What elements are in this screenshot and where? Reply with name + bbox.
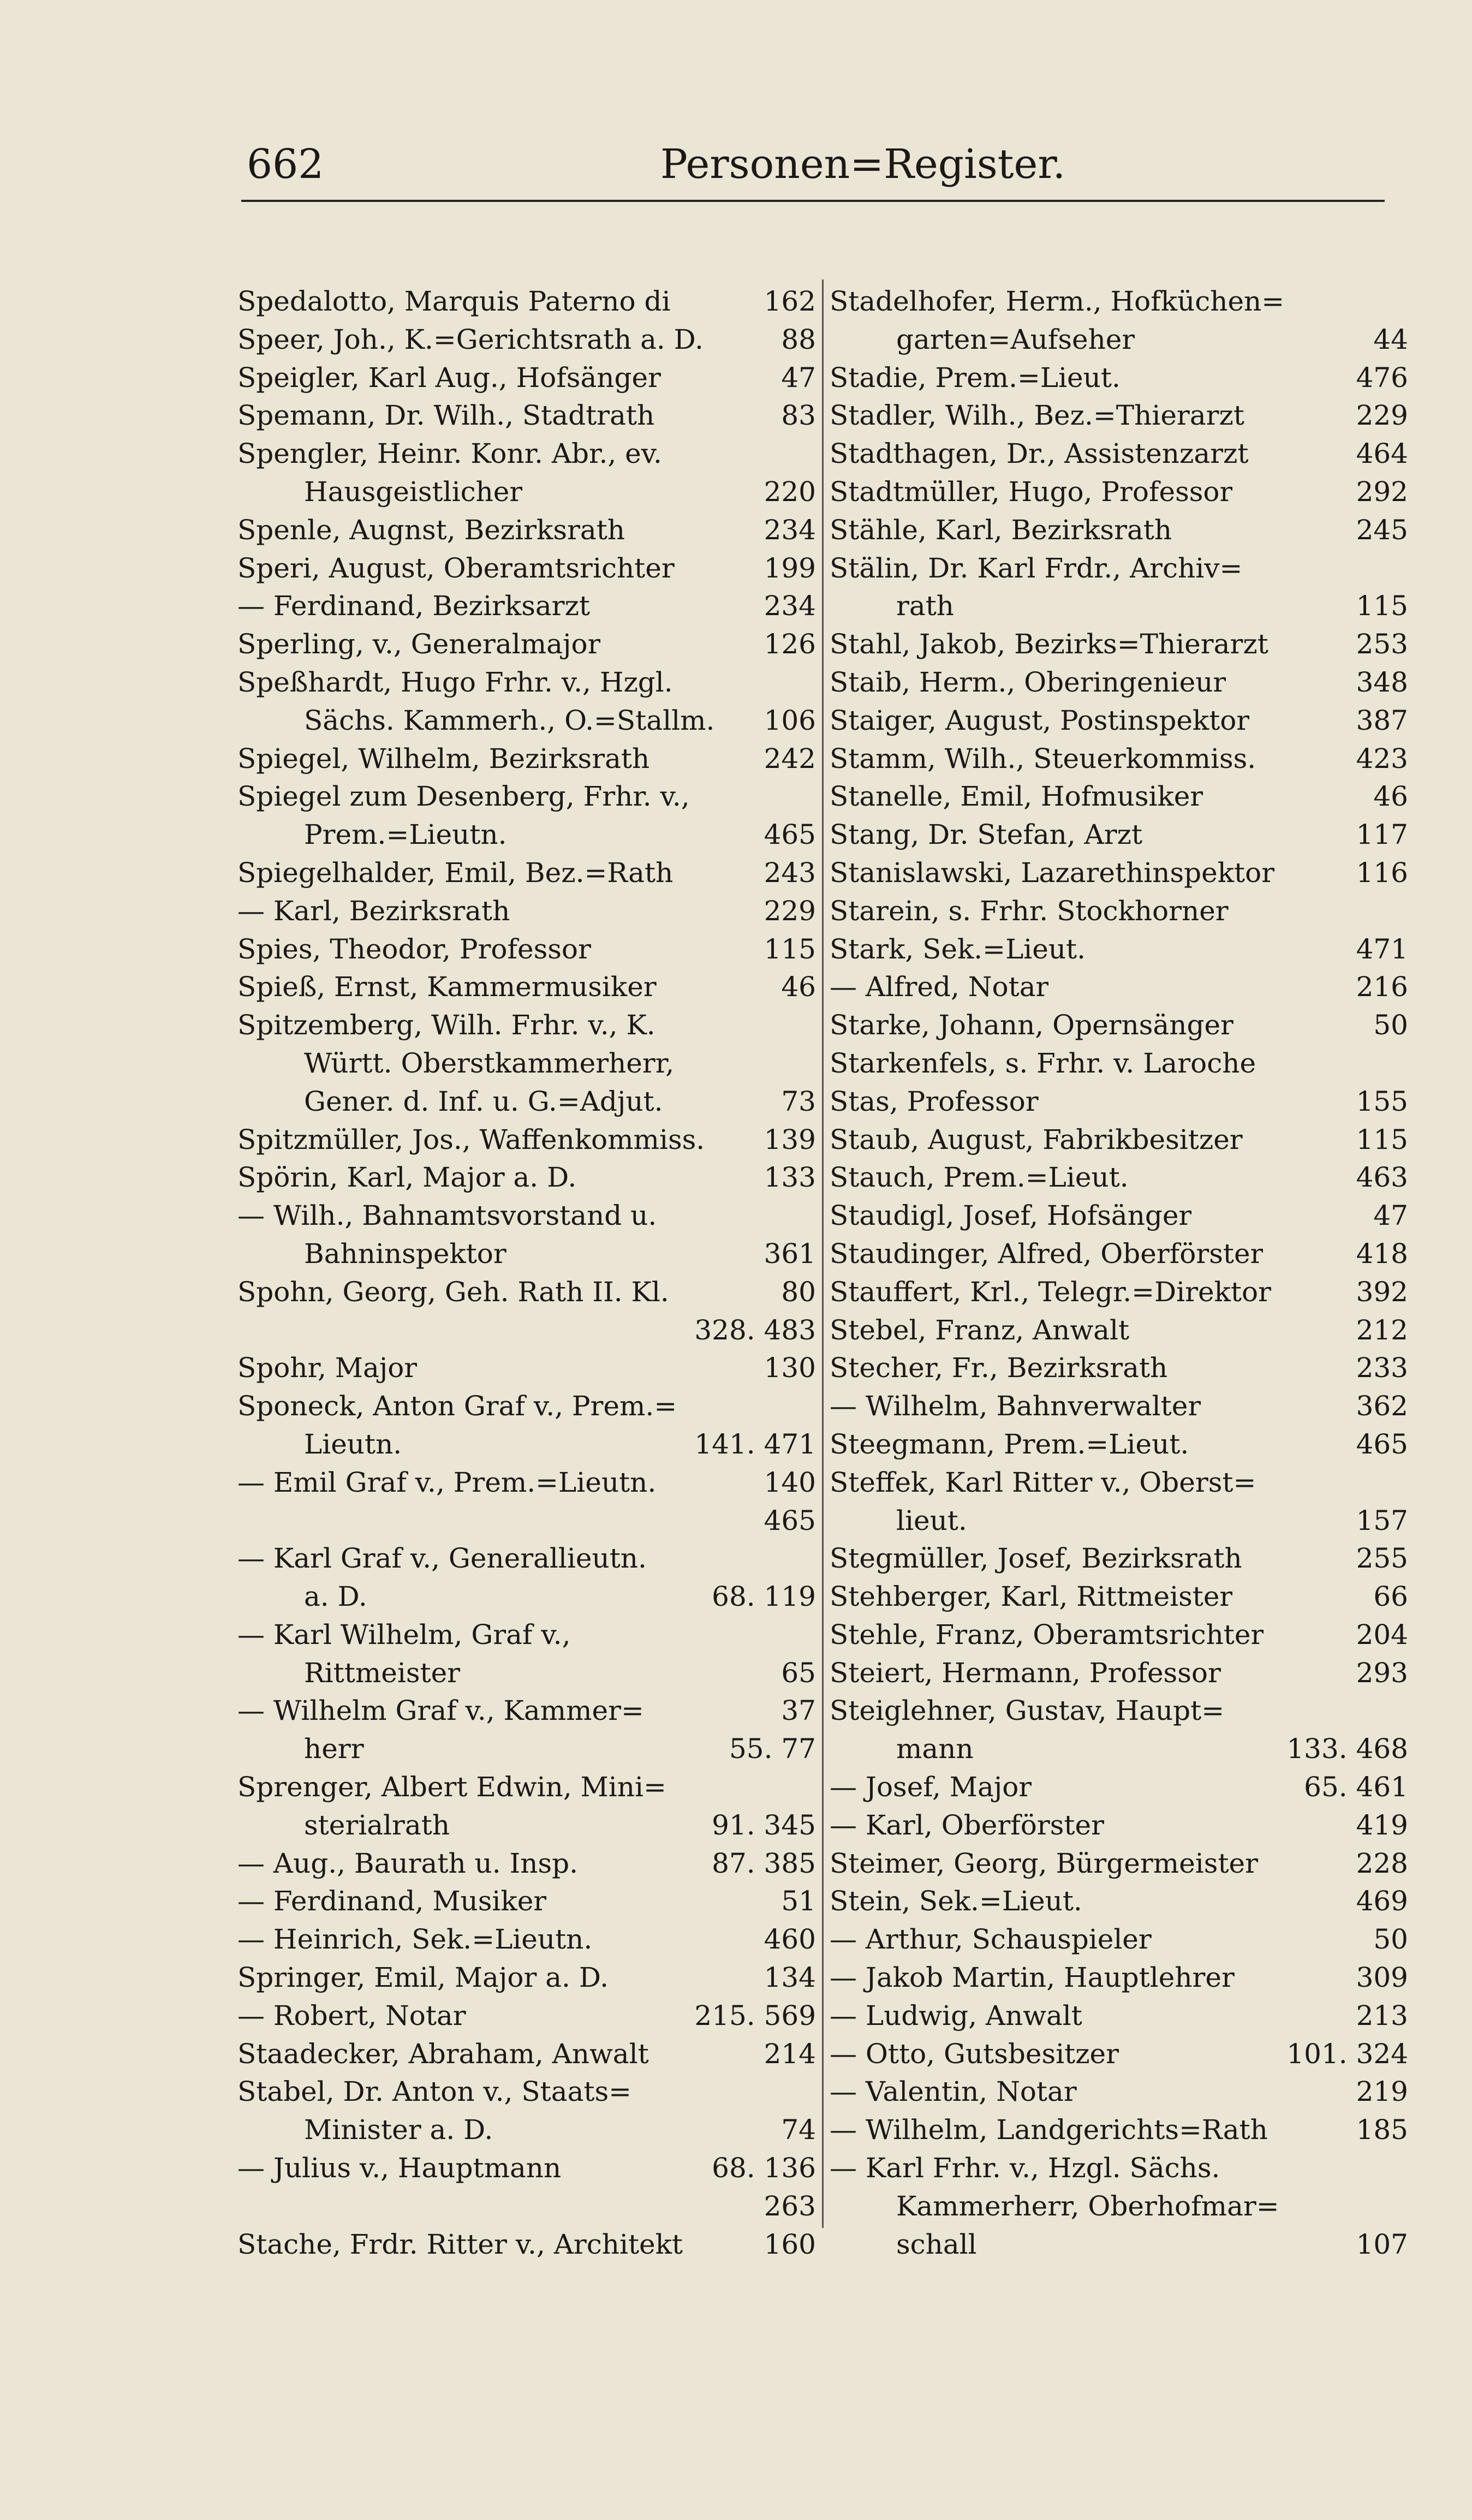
index-entry [237,1730,816,1768]
entry-text: Stamm, Wilh., Steuerkommiss. [830,742,1256,775]
index-entry [830,1807,1408,1845]
index-entry [830,435,1408,473]
entry-text: Spengler, Heinr. Konr. Abr., ev. [237,438,662,470]
entry-text: Spohr, Major [237,1352,418,1384]
entry-page-ref: 133. 468 [1286,1733,1408,1765]
entry-text: Lieutn. [304,1428,402,1460]
entry-text: — Wilhelm Graf v., Kammer= [237,1695,644,1727]
entry-text: Stadelhofer, Herm., Hofküchen= [830,285,1285,317]
index-entry [237,1692,816,1730]
index-entry [830,2149,1408,2188]
entry-text: Minister a. D. [304,2114,493,2146]
entry-text: — Karl Wilhelm, Graf v., [237,1618,571,1651]
entry-page-ref: 220 [764,475,816,508]
index-entry [830,283,1408,321]
entry-text: rath [896,590,955,622]
entry-page-ref: 423 [1356,742,1408,775]
entry-text: Spieß, Ernst, Kammermusiker [237,971,657,1003]
index-entry [830,1730,1408,1768]
index-entry [830,664,1408,702]
index-entry [830,1692,1408,1730]
entry-text: Stauffert, Krl., Telegr.=Direktor [830,1276,1271,1308]
index-entry [237,968,816,1006]
index-entry [830,1654,1408,1693]
index-entry [237,1312,816,1350]
entry-text: — Valentin, Notar [830,2076,1077,2108]
index-entry [830,1235,1408,1273]
index-entry [830,511,1408,550]
entry-text: Staadecker, Abraham, Anwalt [237,2038,649,2070]
entry-page-ref: 44 [1373,323,1408,355]
entry-text: — Karl, Bezirksrath [237,895,510,927]
entry-text: Württ. Oberstkammerherr, [304,1047,675,1079]
entry-page-ref: 116 [1356,856,1408,889]
entry-text: — Wilhelm, Landgerichts=Rath [830,2114,1268,2146]
index-entry [830,1312,1408,1350]
entry-page-ref: 213 [1356,1999,1408,2032]
entry-page-ref: 253 [1356,628,1408,660]
entry-text: Spitzmüller, Jos., Waffenkommiss. [237,1123,705,1155]
entry-text: Stas, Professor [830,1085,1039,1117]
entry-page-ref: 229 [764,895,816,927]
header-rule [241,200,1385,202]
entry-page-ref: 130 [764,1352,816,1384]
entry-text: Staudigl, Josef, Hofsänger [830,1200,1192,1232]
entry-text: Staiger, August, Postinspektor [830,704,1250,736]
entry-page-ref: 126 [764,628,816,660]
entry-text: Stadler, Wilh., Bez.=Thierarzt [830,400,1244,432]
entry-text: Stanislawski, Lazarethinspektor [830,856,1275,889]
entry-text: Stadtmüller, Hugo, Professor [830,475,1233,508]
index-entry [237,740,816,778]
entry-page-ref: 160 [764,2228,816,2260]
index-entry [237,625,816,664]
index-entry [830,2035,1408,2074]
entry-text: Spedalotto, Marquis Paterno di [237,285,671,317]
entry-text: Staudinger, Alfred, Oberförster [830,1237,1264,1270]
entry-page-ref: 293 [1356,1657,1408,1689]
index-entry [830,359,1408,397]
entry-page-ref: 255 [1356,1542,1408,1575]
entry-text: mann [896,1733,974,1765]
entry-text: Steegmann, Prem.=Lieut. [830,1428,1189,1460]
index-entry [237,359,816,397]
entry-page-ref: 83 [781,400,816,432]
entry-text: Hausgeistlicher [304,475,523,508]
index-entry [237,435,816,473]
entry-text: — Aug., Baurath u. Insp. [237,1847,579,1879]
index-entry [237,1349,816,1387]
entry-page-ref: 204 [1356,1618,1408,1651]
entry-page-ref: 292 [1356,475,1408,508]
index-entry [237,1654,816,1693]
index-entry [237,1997,816,2035]
entry-text: Spörin, Karl, Major a. D. [237,1161,577,1194]
index-entry [237,1540,816,1578]
index-entry [237,511,816,550]
entry-text: Sächs. Kammerh., O.=Stallm. [304,704,715,736]
entry-text: — Heinrich, Sek.=Lieutn. [237,1923,593,1956]
entry-text: — Ferdinand, Bezirksarzt [237,590,591,622]
entry-text: Steffek, Karl Ritter v., Oberst= [830,1466,1256,1498]
index-entry [237,854,816,892]
entry-page-ref: 465 [1356,1428,1408,1460]
index-entry [237,1197,816,1235]
index-entry [237,1464,816,1502]
index-entry [830,816,1408,854]
entry-page-ref: 362 [1356,1390,1408,1422]
entry-text: Spiegel zum Desenberg, Frhr. v., [237,781,690,813]
entry-page-ref: 229 [1356,400,1408,432]
index-entry [830,1349,1408,1387]
entry-text: Stauch, Prem.=Lieut. [830,1161,1129,1194]
index-entry [237,931,816,969]
index-entry [830,1006,1408,1045]
entry-page-ref: 133 [764,1161,816,1194]
entry-page-ref: 392 [1356,1276,1408,1308]
index-entry [830,1426,1408,1464]
entry-page-ref: 66 [1373,1581,1408,1613]
index-entry [830,740,1408,778]
entry-page-ref: 74 [781,2114,816,2146]
index-entry [237,892,816,931]
index-entry [237,1921,816,1959]
entry-page-ref: 471 [1356,933,1408,965]
entry-text: Spiegel, Wilhelm, Bezirksrath [237,742,650,775]
index-entry [237,2111,816,2149]
entry-text: Speer, Joh., K.=Gerichtsrath a. D. [237,323,704,355]
entry-text: Stadthagen, Dr., Assistenzarzt [830,438,1249,470]
index-entry [237,1045,816,1083]
entry-text: — Wilhelm, Bahnverwalter [830,1390,1201,1422]
entry-text: — Karl, Oberförster [830,1809,1104,1841]
index-entry [237,1426,816,1464]
entry-page-ref: 46 [1373,781,1408,813]
entry-page-ref: 115 [1356,590,1408,622]
entry-text: Stanelle, Emil, Hofmusiker [830,781,1203,813]
entry-page-ref: 243 [764,856,816,889]
index-entry [830,1197,1408,1235]
index-entry [830,1882,1408,1921]
entry-page-ref: 65 [781,1657,816,1689]
index-entry [830,625,1408,664]
entry-text: — Arthur, Schauspieler [830,1923,1152,1956]
entry-page-ref: 157 [1356,1504,1408,1536]
entry-page-ref: 348 [1356,666,1408,698]
entry-text: Stälin, Dr. Karl Frdr., Archiv= [830,552,1243,584]
entry-text: Stecher, Fr., Bezirksrath [830,1352,1168,1384]
entry-page-ref: 463 [1356,1161,1408,1194]
entry-page-ref: 469 [1356,1885,1408,1917]
index-entry [237,2226,816,2264]
entry-page-ref: 107 [1356,2228,1408,2260]
entry-page-ref: 215. 569 [694,1999,816,2032]
entry-page-ref: 234 [764,590,816,622]
entry-page-ref: 155 [1356,1085,1408,1117]
column-divider [822,279,824,2228]
entry-text: Stadie, Prem.=Lieut. [830,361,1121,394]
entry-page-ref: 115 [1356,1123,1408,1155]
entry-text: — Emil Graf v., Prem.=Lieutn. [237,1466,657,1498]
entry-text: — Karl Graf v., Generallieutn. [237,1542,647,1575]
entry-page-ref: 476 [1356,361,1408,394]
entry-text: Stabel, Dr. Anton v., Staats= [237,2076,632,2108]
entry-page-ref: 361 [764,1237,816,1270]
index-entry [237,1006,816,1045]
index-entry [237,1502,816,1540]
index-entry [237,550,816,588]
entry-text: — Julius v., Hauptmann [237,2152,562,2184]
entry-text: Speigler, Karl Aug., Hofsänger [237,361,661,394]
entry-page-ref: 68. 119 [712,1581,816,1613]
index-entry [237,1083,816,1121]
entry-page-ref: 101. 324 [1286,2038,1408,2070]
index-entry [830,1083,1408,1121]
index-entry [830,473,1408,511]
index-entry [830,1921,1408,1959]
entry-page-ref: 87. 385 [712,1847,816,1879]
entry-page-ref: 47 [1373,1200,1408,1232]
index-entry [830,1997,1408,2035]
page-number: 662 [247,141,324,188]
entry-page-ref: 216 [1356,971,1408,1003]
entry-page-ref: 465 [764,819,816,851]
index-entry [237,1121,816,1159]
index-entry [830,1616,1408,1654]
entry-page-ref: 228 [1356,1847,1408,1879]
entry-text: Steimer, Georg, Bürgermeister [830,1847,1259,1879]
index-entry [237,1807,816,1845]
index-entry [830,778,1408,816]
entry-text: Spenle, Augnst, Bezirksrath [237,514,625,546]
entry-text: Starein, s. Frhr. Stockhorner [830,895,1229,927]
entry-page-ref: 419 [1356,1809,1408,1841]
entry-text: Gener. d. Inf. u. G.=Adjut. [304,1085,663,1117]
entry-page-ref: 115 [764,933,816,965]
entry-page-ref: 214 [764,2038,816,2070]
index-entry [237,473,816,511]
entry-text: — Josef, Major [830,1771,1032,1803]
entry-text: Sponeck, Anton Graf v., Prem.= [237,1390,677,1422]
entry-text: — Alfred, Notar [830,971,1049,1003]
entry-text: garten=Aufseher [896,323,1135,355]
entry-text: Staib, Herm., Oberingenieur [830,666,1226,698]
entry-page-ref: 37 [781,1695,816,1727]
entry-text: — Robert, Notar [237,1999,466,2032]
entry-text: Starke, Johann, Opernsänger [830,1009,1233,1041]
entry-page-ref: 465 [764,1504,816,1536]
left-column [237,283,816,2263]
entry-page-ref: 464 [1356,438,1408,470]
index-entry [830,2073,1408,2111]
entry-text: Stehle, Franz, Oberamtsrichter [830,1618,1264,1651]
entry-text: a. D. [304,1581,367,1613]
entry-text: Stache, Frdr. Ritter v., Architekt [237,2228,683,2260]
entry-page-ref: 46 [781,971,816,1003]
entry-text: Sprenger, Albert Edwin, Mini= [237,1771,666,1803]
entry-text: Stebel, Franz, Anwalt [830,1314,1130,1346]
index-entry [830,2226,1408,2264]
index-entry [237,1235,816,1273]
index-entry [830,1768,1408,1807]
entry-text: herr [304,1733,364,1765]
entry-text: Stark, Sek.=Lieut. [830,933,1086,965]
entry-text: Speri, August, Oberamtsrichter [237,552,675,584]
entry-text: Stähle, Karl, Bezirksrath [830,514,1172,546]
index-entry [830,1121,1408,1159]
index-entry [830,968,1408,1006]
entry-page-ref: 106 [764,704,816,736]
index-entry [830,854,1408,892]
index-entry [237,1882,816,1921]
entry-text: Prem.=Lieutn. [304,819,507,851]
index-entry [237,1616,816,1654]
entry-page-ref: 418 [1356,1237,1408,1270]
index-entry [237,1768,816,1807]
entry-page-ref: 233 [1356,1352,1408,1384]
entry-page-ref: 134 [764,1962,816,1994]
index-entry [830,2188,1408,2226]
entry-text: Spohn, Georg, Geh. Rath II. Kl. [237,1276,669,1308]
index-entry [237,2073,816,2111]
entry-text: Speßhardt, Hugo Frhr. v., Hzgl. [237,666,673,698]
entry-page-ref: 80 [781,1276,816,1308]
index-entry [830,321,1408,359]
entry-text: Spies, Theodor, Professor [237,933,591,965]
index-entry [830,1540,1408,1578]
index-entry [830,1959,1408,1997]
entry-page-ref: 55. 77 [729,1733,816,1765]
entry-page-ref: 51 [781,1885,816,1917]
index-entry [237,1159,816,1197]
index-entry [237,321,816,359]
entry-page-ref: 185 [1356,2114,1408,2146]
index-entry [237,397,816,435]
index-entry [830,550,1408,588]
entry-text: Staub, August, Fabrikbesitzer [830,1123,1243,1155]
page-title: Personen=Register. [660,141,1066,188]
right-column [830,283,1408,2263]
index-entry [237,1959,816,1997]
entry-page-ref: 328. 483 [694,1314,816,1346]
index-entry [830,2111,1408,2149]
index-entry [237,2149,816,2188]
entry-text: — Ludwig, Anwalt [830,1999,1082,2032]
entry-page-ref: 65. 461 [1304,1771,1408,1803]
index-entry [830,397,1408,435]
index-entry [237,2035,816,2074]
index-entry [830,1159,1408,1197]
entry-page-ref: 141. 471 [694,1428,816,1460]
entry-text: Bahninspektor [304,1237,506,1270]
entry-text: Steiglehner, Gustav, Haupt= [830,1695,1225,1727]
index-entry [830,1273,1408,1312]
index-entry [830,587,1408,625]
entry-text: Stahl, Jakob, Bezirks=Thierarzt [830,628,1268,660]
entry-text: sterialrath [304,1809,450,1841]
index-entry [830,1578,1408,1616]
entry-page-ref: 162 [764,285,816,317]
entry-text: Steiert, Hermann, Professor [830,1657,1221,1689]
index-entry [830,931,1408,969]
index-entry [237,2188,816,2226]
index-entry [830,702,1408,740]
index-entry [830,1045,1408,1083]
index-entry [237,778,816,816]
index-entry [237,587,816,625]
entry-page-ref: 139 [764,1123,816,1155]
entry-page-ref: 91. 345 [712,1809,816,1841]
entry-page-ref: 50 [1373,1009,1408,1041]
index-entry [237,702,816,740]
index-entry [237,1387,816,1426]
entry-text: Stehberger, Karl, Rittmeister [830,1581,1233,1613]
entry-text: Starkenfels, s. Frhr. v. Laroche [830,1047,1256,1079]
entry-page-ref: 68. 136 [712,2152,816,2184]
entry-page-ref: 309 [1356,1962,1408,1994]
entry-text: Spiegelhalder, Emil, Bez.=Rath [237,856,674,889]
entry-text: Springer, Emil, Major a. D. [237,1962,609,1994]
entry-text: Spemann, Dr. Wilh., Stadtrath [237,400,655,432]
entry-text: — Otto, Gutsbesitzer [830,2038,1119,2070]
index-entry [830,892,1408,931]
entry-page-ref: 212 [1356,1314,1408,1346]
entry-text: lieut. [896,1504,967,1536]
entry-text: Sperling, v., Generalmajor [237,628,601,660]
entry-page-ref: 234 [764,514,816,546]
index-entry [237,664,816,702]
index-entry [830,1845,1408,1883]
entry-text: Stein, Sek.=Lieut. [830,1885,1082,1917]
entry-text: Kammerherr, Oberhofmar= [896,2190,1279,2222]
entry-text: — Jakob Martin, Hauptlehrer [830,1962,1235,1994]
index-entry [237,816,816,854]
index-entry [830,1464,1408,1502]
entry-page-ref: 219 [1356,2076,1408,2108]
entry-page-ref: 140 [764,1466,816,1498]
entry-page-ref: 263 [764,2190,816,2222]
entry-page-ref: 117 [1356,819,1408,851]
entry-text: — Karl Frhr. v., Hzgl. Sächs. [830,2152,1220,2184]
entry-page-ref: 88 [781,323,816,355]
entry-page-ref: 387 [1356,704,1408,736]
index-entry [830,1387,1408,1426]
entry-page-ref: 73 [781,1085,816,1117]
entry-text: Stegmüller, Josef, Bezirksrath [830,1542,1242,1575]
entry-page-ref: 245 [1356,514,1408,546]
entry-text: Spitzemberg, Wilh. Frhr. v., K. [237,1009,655,1041]
entry-text: — Ferdinand, Musiker [237,1885,547,1917]
index-entry [237,1578,816,1616]
entry-text: Stang, Dr. Stefan, Arzt [830,819,1143,851]
index-entry [237,1273,816,1312]
entry-text: schall [896,2228,977,2260]
entry-page-ref: 242 [764,742,816,775]
entry-text: Rittmeister [304,1657,461,1689]
entry-page-ref: 460 [764,1923,816,1956]
index-entry [237,283,816,321]
entry-page-ref: 199 [764,552,816,584]
entry-text: — Wilh., Bahnamtsvorstand u. [237,1200,657,1232]
index-entry [237,1845,816,1883]
index-entry [830,1502,1408,1540]
entry-page-ref: 47 [781,361,816,394]
entry-page-ref: 50 [1373,1923,1408,1956]
